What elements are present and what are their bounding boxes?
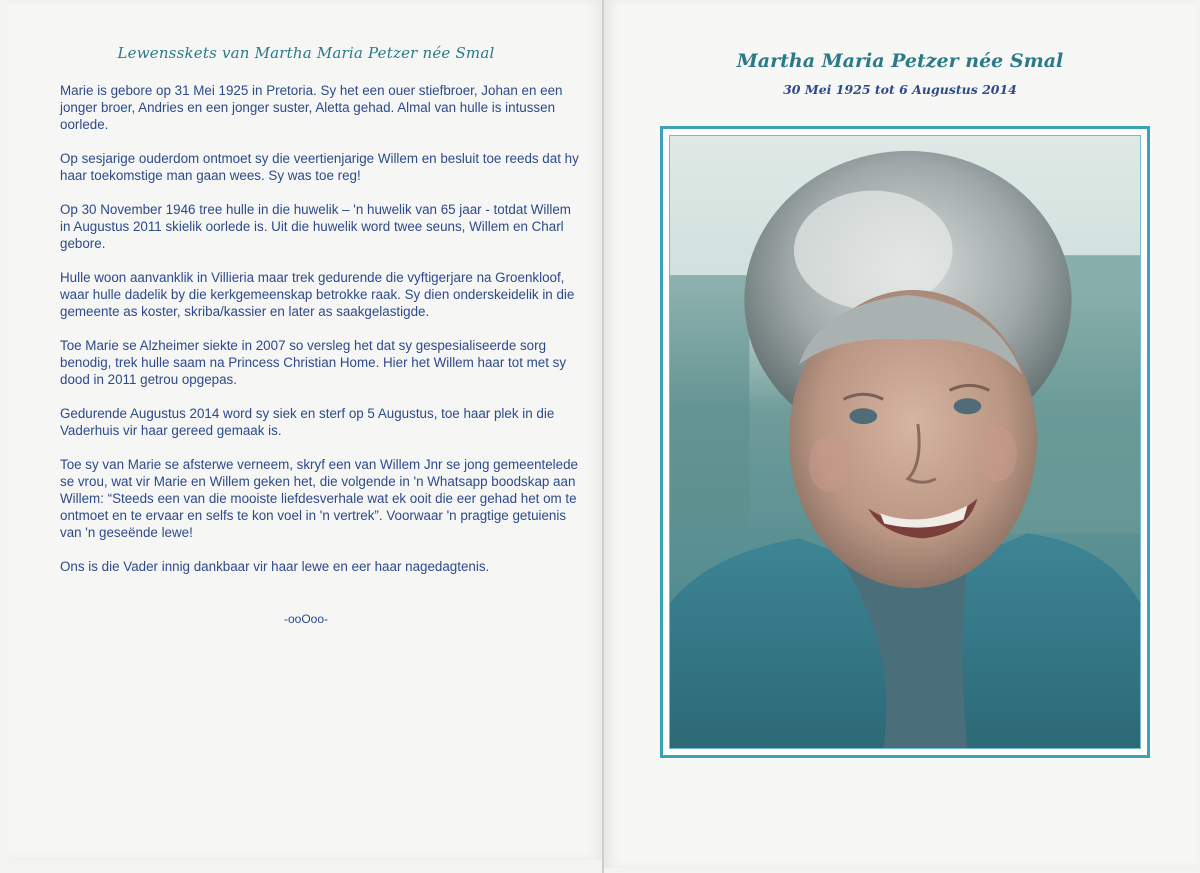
- paragraph: Marie is gebore op 31 Mei 1925 in Pretoria. Sy het een ouer stiefbroer, Johan en een jonger broer, Andries en een jonger suster, Aletta gehad. Almal van hulle is intussen oorlede.: [60, 83, 563, 132]
- end-separator: -ooOoo-: [283, 612, 329, 626]
- portrait-photo-icon: [670, 136, 1140, 748]
- paragraph: Op 30 November 1946 tree hulle in die huwelik – 'n huwelik van 65 jaar - totdat Willem in Augustus 2011 skielik oorlede is. Uit die huwelik word twee seuns, Willem en Charl gebore.: [60, 202, 571, 251]
- paragraph: Op sesjarige ouderdom ontmoet sy die veertienjarige Willem en besluit toe reeds dat hy haar toekomstige man gaan wees. Sy was toe reg!: [60, 151, 579, 183]
- fold-line: [602, 0, 604, 873]
- photo-frame: [660, 126, 1150, 758]
- biography-title: Lewensskets van Martha Maria Petzer née Smal: [117, 44, 495, 62]
- biography-text: [60, 82, 580, 592]
- portrait-photo: [669, 135, 1141, 749]
- paragraph: Toe Marie se Alzheimer siekte in 2007 so versleg het dat sy gespesialiseerde sorg benodig, trek hulle saam na Princess Christian Home. Hier het Willem haar tot met sy dood in 2011 getrou opgepas.: [60, 338, 567, 387]
- life-dates: 30 Mei 1925 tot 6 Augustus 2014: [783, 82, 1017, 97]
- paragraph: Hulle woon aanvanklik in Villieria maar trek gedurende die vyftigerjare na Groenkloof, waar hulle dadelik by die kerkgemeenskap betrokke raak. Sy dien onderskeidelik in die gemeente as koster, skriba/kassier en later as saakgelastigde.: [60, 270, 575, 319]
- paragraph: Gedurende Augustus 2014 word sy siek en sterf op 5 Augustus, toe haar plek in die Vaderhuis vir haar gereed gemaak is.: [60, 406, 555, 438]
- paragraph: Ons is die Vader innig dankbaar vir haar lewe en eer haar nagedagtenis.: [60, 559, 490, 574]
- deceased-name: Martha Maria Petzer née Smal: [736, 50, 1064, 72]
- paragraph: Toe sy van Marie se afsterwe verneem, skryf een van Willem Jnr se jong gemeentelede se vrou, wat vir Marie en Willem geken het, die volgende in 'n Whatsapp boodskap aan Willem: “Steeds een van die mooiste liefdesverhale wat ek ooit die eer gehad het om te ontmoet en te ervaar en selfs te kon voel in 'n vertrek”. Voorwaar 'n pragtige getuienis van 'n geseënde lewe!: [60, 457, 579, 540]
